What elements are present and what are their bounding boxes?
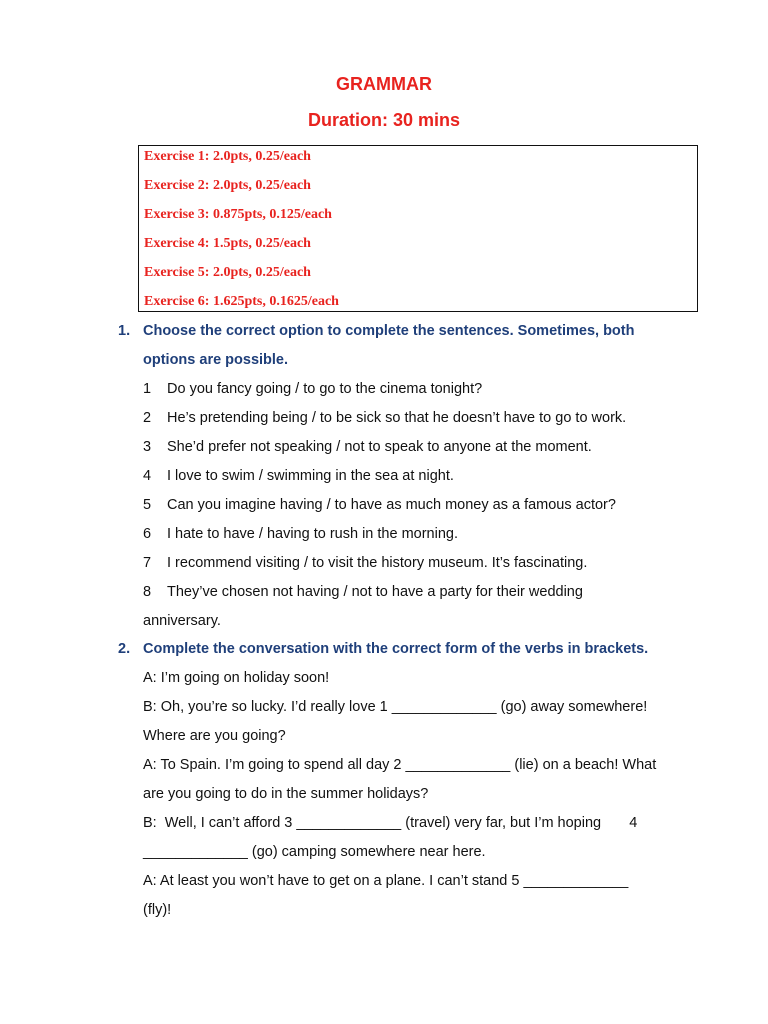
score-line: Exercise 3: 0.875pts, 0.125/each [144,207,332,222]
dialogue-line: A: To Spain. I’m going to spend all day 2 _____________ (lie) on a beach! What [143,757,657,773]
list-item: 6 I hate to have / having to rush in the morning. [143,526,458,542]
list-item: 1 Do you fancy going / to go to the cinema tonight? [143,381,483,397]
dialogue-line: (fly)! [143,902,172,918]
dialogue-line: are you going to do in the summer holidays? [143,786,429,802]
list-item: 4 I love to swim / swimming in the sea at night. [143,468,454,484]
exercise-number: 1. [118,323,131,339]
list-item: 7 I recommend visiting / to visit the history museum. It’s fascinating. [143,555,588,571]
dialogue-line: B: Oh, you’re so lucky. I’d really love 1 _____________ (go) away somewhere! [143,699,648,715]
exercise-number: 2. [118,641,131,657]
dialogue-line: A: At least you won’t have to get on a plane. I can’t stand 5 _____________ [143,873,629,889]
list-item: 3 She’d prefer not speaking / not to speak to anyone at the moment. [143,439,592,455]
dialogue-line: A: I’m going on holiday soon! [143,670,330,686]
exercise-instruction-cont: options are possible. [143,352,289,368]
dialogue-line: B: Well, I can’t afford 3 _____________ (travel) very far, but I’m hoping 4 [143,815,638,831]
duration-label: Duration: 30 mins [307,110,461,130]
page-title: GRAMMAR [336,74,432,94]
score-box [138,145,698,312]
score-line: Exercise 2: 2.0pts, 0.25/each [144,178,311,193]
exercise-instruction: Choose the correct option to complete the sentences. Sometimes, both [143,323,635,339]
dialogue-line: _____________ (go) camping somewhere near here. [143,844,486,860]
score-line: Exercise 1: 2.0pts, 0.25/each [144,149,311,164]
list-item-cont: anniversary. [143,613,221,629]
score-line: Exercise 5: 2.0pts, 0.25/each [144,265,311,280]
score-line: Exercise 6: 1.625pts, 0.1625/each [144,294,339,309]
exercise-instruction: Complete the conversation with the correct form of the verbs in brackets. [143,641,649,657]
dialogue-line: Where are you going? [143,728,286,744]
list-item: 8 They’ve chosen not having / not to have a party for their wedding [143,584,583,600]
list-item: 5 Can you imagine having / to have as much money as a famous actor? [143,497,616,513]
score-line: Exercise 4: 1.5pts, 0.25/each [144,236,311,251]
list-item: 2 He’s pretending being / to be sick so that he doesn’t have to go to work. [143,410,627,426]
